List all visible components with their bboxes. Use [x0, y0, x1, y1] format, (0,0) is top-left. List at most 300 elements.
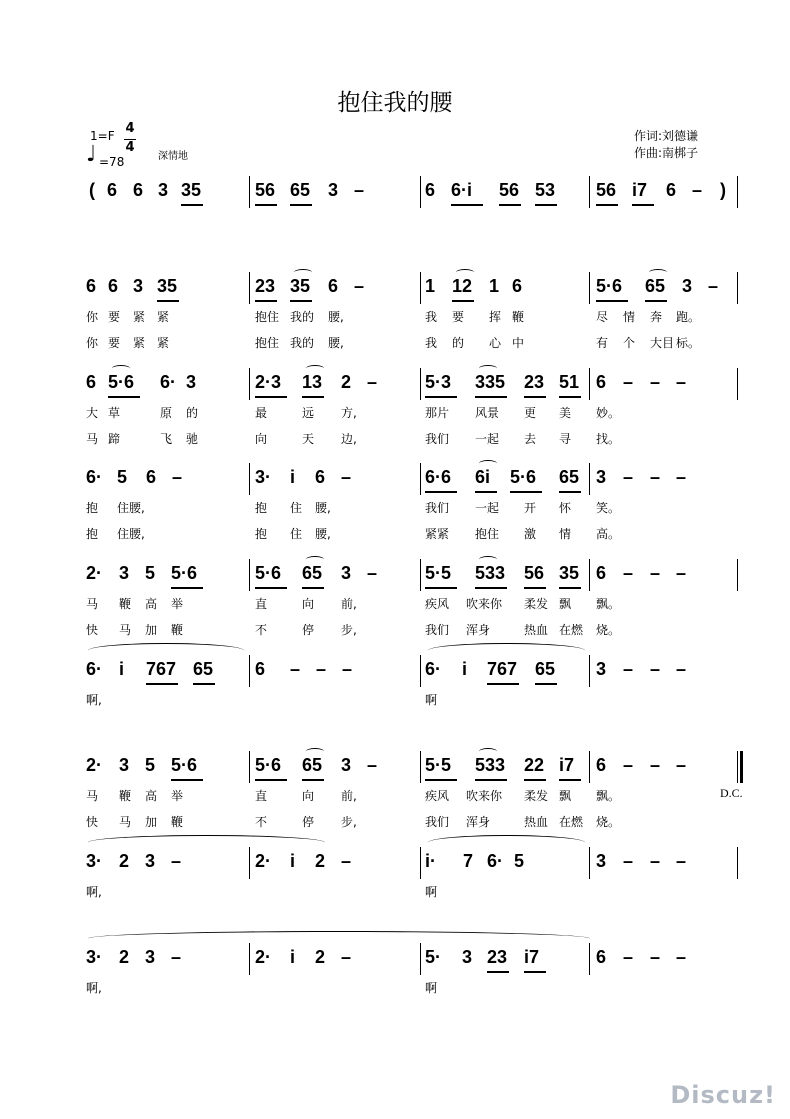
note: 5·	[425, 947, 442, 967]
note: 5·3	[425, 372, 452, 392]
note: 7	[463, 851, 474, 871]
lyric-syllable: 浑身	[466, 623, 491, 637]
lyric-syllable: 加	[145, 623, 158, 637]
beam	[559, 779, 581, 781]
lyrics-verse-1	[0, 883, 790, 899]
note: –	[367, 755, 378, 775]
lyric-syllable: 美	[559, 406, 572, 420]
quarter-note-icon: ♩	[86, 142, 97, 167]
lyric-syllable: 高。	[596, 527, 621, 541]
note: 6·	[487, 851, 504, 871]
note: 533	[475, 563, 506, 583]
lyric-syllable: 向	[302, 789, 315, 803]
beam	[255, 587, 287, 589]
note: –	[676, 372, 687, 392]
beam	[510, 491, 542, 493]
beam	[290, 204, 312, 206]
note-line	[0, 180, 790, 204]
barline	[420, 176, 421, 208]
barline	[420, 463, 421, 495]
slur	[479, 365, 497, 372]
note: 6	[255, 659, 266, 679]
lyric-syllable: 腰,	[328, 310, 344, 324]
beam	[596, 204, 618, 206]
barline	[589, 272, 590, 304]
note: 5	[117, 467, 128, 487]
note: –	[676, 563, 687, 583]
note-line	[0, 467, 790, 491]
barline	[249, 943, 250, 975]
lyric-syllable: 要	[108, 336, 121, 350]
lyric-syllable: 快	[86, 815, 99, 829]
note: 65	[302, 563, 323, 583]
lyric-syllable: 步,	[341, 623, 357, 637]
lyric-syllable: 紧紧	[425, 527, 450, 541]
lyric-syllable: 不	[255, 815, 268, 829]
lyric-syllable: 更	[524, 406, 537, 420]
note-line	[0, 372, 790, 396]
note: (	[89, 180, 95, 200]
beam	[302, 587, 324, 589]
lyric-syllable: 停	[302, 623, 315, 637]
lyric-syllable: 在燃	[559, 623, 584, 637]
lyric-syllable: 举	[171, 789, 184, 803]
note: 2	[315, 947, 326, 967]
note: 65	[302, 755, 323, 775]
note: 5·6	[171, 755, 198, 775]
lyric-syllable: 腰,	[315, 527, 331, 541]
note: 6·	[86, 467, 103, 487]
lyric-syllable: 住	[290, 527, 303, 541]
slur	[306, 365, 324, 372]
note: 6	[315, 467, 326, 487]
note: 6	[666, 180, 677, 200]
composer-credit: 作曲:南梆子	[634, 146, 699, 160]
lyric-syllable: 草	[108, 406, 121, 420]
note: 5·5	[425, 563, 452, 583]
lyric-syllable: 前,	[341, 597, 357, 611]
lyric-syllable: 我的	[290, 310, 315, 324]
phrase-slur	[88, 931, 590, 946]
note-line	[0, 276, 790, 300]
lyric-syllable: 飘。	[596, 789, 621, 803]
note: –	[692, 180, 703, 200]
lyric-syllable: 抱住	[255, 336, 280, 350]
beam	[425, 491, 457, 493]
note: –	[623, 947, 634, 967]
barline	[249, 368, 250, 400]
note: 23	[255, 276, 276, 296]
barline	[589, 943, 590, 975]
note: –	[342, 659, 353, 679]
key-signature: 1=F	[90, 129, 115, 143]
beam	[524, 587, 546, 589]
barline	[589, 847, 590, 879]
lyric-syllable: 找。	[596, 432, 621, 446]
beam	[487, 971, 509, 973]
lyric-syllable: 我	[425, 336, 438, 350]
note: 56	[499, 180, 520, 200]
note: 5	[514, 851, 525, 871]
note: 56	[255, 180, 276, 200]
lyric-syllable: 步,	[341, 815, 357, 829]
note: –	[623, 659, 634, 679]
lyric-syllable: 啊,	[86, 885, 102, 899]
barline	[249, 655, 250, 687]
note: –	[290, 659, 301, 679]
beam	[157, 300, 179, 302]
lyric-syllable: 妙。	[596, 406, 621, 420]
beam	[596, 300, 628, 302]
note: 3	[119, 563, 130, 583]
beam	[559, 396, 581, 398]
lyric-syllable: 住腰,	[117, 501, 145, 515]
lyric-syllable: 吹来你	[466, 597, 503, 611]
lyric-syllable: 高	[145, 789, 158, 803]
lyric-syllable: 紧	[133, 336, 146, 350]
lyric-syllable: 飘	[559, 789, 572, 803]
lyric-syllable: 紧	[133, 310, 146, 324]
note: 3	[341, 755, 352, 775]
note: –	[623, 467, 634, 487]
slur	[112, 365, 130, 372]
beam	[524, 779, 546, 781]
lyric-syllable: 抱住	[475, 527, 500, 541]
beam	[451, 204, 483, 206]
lyric-syllable: 烧。	[596, 623, 621, 637]
note: 6	[512, 276, 523, 296]
note: –	[676, 851, 687, 871]
note: )	[720, 180, 726, 200]
barline	[737, 368, 738, 400]
lyric-syllable: 抱	[255, 501, 268, 515]
note: –	[354, 276, 365, 296]
note: 35	[157, 276, 178, 296]
note: 23	[524, 372, 545, 392]
lyric-syllable: 向	[302, 597, 315, 611]
beam	[255, 204, 277, 206]
lyrics-verse-2	[0, 621, 790, 637]
note: 2·	[86, 755, 103, 775]
lyrics-verse-1	[0, 404, 790, 420]
lyric-syllable: 马	[119, 815, 132, 829]
lyric-syllable: 方,	[341, 406, 357, 420]
song-title: 抱住我的腰	[337, 90, 453, 116]
beam	[290, 300, 312, 302]
note: –	[367, 372, 378, 392]
note: 3	[682, 276, 693, 296]
beam	[255, 779, 287, 781]
note: –	[650, 659, 661, 679]
phrase-slur	[428, 643, 585, 658]
lyric-syllable: 抱住	[255, 310, 280, 324]
note: 2·	[255, 851, 272, 871]
note-line	[0, 659, 790, 683]
note: 22	[524, 755, 545, 775]
beam	[255, 396, 287, 398]
note: –	[367, 563, 378, 583]
lyric-syllable: 要	[452, 310, 465, 324]
final-barline	[740, 751, 743, 783]
note: –	[650, 851, 661, 871]
slur	[649, 269, 667, 276]
beam	[171, 587, 203, 589]
note-line	[0, 947, 790, 971]
note: i	[462, 659, 468, 679]
lyric-syllable: 挥	[489, 310, 502, 324]
beam	[425, 587, 457, 589]
beam	[302, 779, 324, 781]
lyric-syllable: 在燃	[559, 815, 584, 829]
lyric-syllable: 抱	[255, 527, 268, 541]
note: –	[316, 659, 327, 679]
note: 3	[133, 276, 144, 296]
beam	[193, 683, 215, 685]
lyric-syllable: 飘	[559, 597, 572, 611]
note: 6i	[475, 467, 491, 487]
barline	[420, 272, 421, 304]
note-line	[0, 563, 790, 587]
note: 65	[535, 659, 556, 679]
lyric-syllable: 你	[86, 336, 99, 350]
lyric-syllable: 热血	[524, 815, 549, 829]
note: 3	[596, 467, 607, 487]
barline	[737, 559, 738, 591]
note: 2	[315, 851, 326, 871]
beam	[535, 683, 557, 685]
lyric-syllable: 的	[452, 336, 465, 350]
note: 3	[158, 180, 169, 200]
note: 6·	[86, 659, 103, 679]
lyric-syllable: 加	[145, 815, 158, 829]
lyric-syllable: 飞	[160, 432, 173, 446]
barline	[249, 751, 250, 783]
lyric-syllable: 我的	[290, 336, 315, 350]
note: 6	[596, 372, 607, 392]
note: 56	[596, 180, 617, 200]
note: 3	[119, 755, 130, 775]
lyric-syllable: 我们	[425, 501, 450, 515]
lyric-syllable: 热血	[524, 623, 549, 637]
note: –	[650, 755, 661, 775]
note: 6	[86, 276, 97, 296]
note: 3·	[86, 851, 103, 871]
slur	[306, 748, 324, 755]
barline	[249, 559, 250, 591]
lyric-syllable: 向	[255, 432, 268, 446]
note: 2	[119, 947, 130, 967]
lyric-syllable: 鞭	[512, 310, 525, 324]
note: 3·	[255, 467, 272, 487]
lyric-syllable: 鞭	[171, 815, 184, 829]
lyric-syllable: 我	[425, 310, 438, 324]
lyric-syllable: 高	[145, 597, 158, 611]
beam	[475, 396, 507, 398]
lyrics-verse-2	[0, 525, 790, 541]
lyric-syllable: 我们	[425, 623, 450, 637]
barline	[737, 847, 738, 879]
lyric-syllable: 住	[290, 501, 303, 515]
note: 23	[487, 947, 508, 967]
slur	[479, 460, 497, 467]
lyric-syllable: 快	[86, 623, 99, 637]
note: 6	[133, 180, 144, 200]
lyrics-verse-1	[0, 979, 790, 995]
note: 1	[489, 276, 500, 296]
note: –	[650, 372, 661, 392]
beam	[559, 587, 581, 589]
lyric-syllable: 开	[524, 501, 537, 515]
lyrics-verse-2	[0, 334, 790, 350]
barline	[589, 463, 590, 495]
lyric-syllable: 马	[86, 597, 99, 611]
slur	[479, 748, 497, 755]
lyric-syllable: 抱	[86, 501, 99, 515]
lyric-syllable: 浑身	[466, 815, 491, 829]
note: 65	[559, 467, 580, 487]
note: –	[623, 372, 634, 392]
barline	[420, 559, 421, 591]
note: –	[172, 467, 183, 487]
note: 65	[290, 180, 311, 200]
note: 3	[145, 851, 156, 871]
lyrics-verse-1	[0, 595, 790, 611]
lyric-syllable: 啊	[425, 981, 438, 995]
beam	[475, 587, 507, 589]
note: 6	[108, 276, 119, 296]
barline	[420, 655, 421, 687]
note: 2	[119, 851, 130, 871]
note: 13	[302, 372, 323, 392]
lyric-syllable: 啊,	[86, 693, 102, 707]
note: i	[290, 851, 296, 871]
beam	[425, 396, 457, 398]
note: 767	[487, 659, 518, 679]
note: 6	[425, 180, 436, 200]
lyric-syllable: 蹄	[108, 432, 121, 446]
note: 6·	[425, 659, 442, 679]
barline	[589, 368, 590, 400]
note: 6	[328, 276, 339, 296]
note: –	[650, 947, 661, 967]
lyric-syllable: 不	[255, 623, 268, 637]
note: 3	[145, 947, 156, 967]
lyric-syllable: 抱	[86, 527, 99, 541]
note: i	[290, 947, 296, 967]
note: 6·6	[425, 467, 452, 487]
barline	[420, 847, 421, 879]
beam	[475, 491, 497, 493]
barline	[737, 272, 738, 304]
note: i	[119, 659, 125, 679]
note: 5·6	[255, 755, 282, 775]
phrase-slur	[428, 835, 585, 850]
note: i7	[524, 947, 540, 967]
lyric-syllable: 奔	[650, 310, 663, 324]
lyrics-verse-2	[0, 813, 790, 829]
note: –	[354, 180, 365, 200]
note: –	[623, 563, 634, 583]
beam	[171, 779, 203, 781]
note: i	[290, 467, 296, 487]
lyric-syllable: 情	[623, 310, 636, 324]
note: 12	[452, 276, 473, 296]
lyric-syllable: 鞭	[171, 623, 184, 637]
lyric-syllable: 疾风	[425, 789, 450, 803]
lyric-syllable: 你	[86, 310, 99, 324]
lyric-syllable: 笑。	[596, 501, 621, 515]
note: –	[650, 563, 661, 583]
barline	[249, 176, 250, 208]
lyric-syllable: 停	[302, 815, 315, 829]
lyric-syllable: 我们	[425, 815, 450, 829]
beam	[487, 683, 519, 685]
note: 35	[181, 180, 202, 200]
phrase-slur	[88, 643, 244, 658]
lyrics-verse-1	[0, 308, 790, 324]
expression-marking: 深情地	[158, 151, 188, 162]
note: 533	[475, 755, 506, 775]
lyric-syllable: 心	[489, 336, 502, 350]
lyric-syllable: 举	[171, 597, 184, 611]
barline	[589, 559, 590, 591]
note: i7	[632, 180, 648, 200]
barline	[420, 368, 421, 400]
note: 3	[596, 659, 607, 679]
note: –	[341, 947, 352, 967]
lyric-syllable: 大	[86, 406, 99, 420]
lyric-syllable: 最	[255, 406, 268, 420]
beam	[645, 300, 667, 302]
note: –	[708, 276, 719, 296]
slur	[479, 556, 497, 563]
lyric-syllable: 啊	[425, 693, 438, 707]
lyric-syllable: 前,	[341, 789, 357, 803]
note: –	[341, 851, 352, 871]
time-signature-bottom: 4	[125, 140, 135, 155]
beam	[475, 779, 507, 781]
beam	[255, 300, 277, 302]
lyric-syllable: 有	[596, 336, 609, 350]
barline	[249, 847, 250, 879]
lyric-syllable: 鞭	[119, 789, 132, 803]
note: –	[676, 755, 687, 775]
beam	[452, 300, 474, 302]
lyric-syllable: 柔发	[524, 597, 549, 611]
note: 3	[328, 180, 339, 200]
note: 65	[645, 276, 666, 296]
lyric-syllable: 马	[86, 789, 99, 803]
lyric-syllable: 天	[302, 432, 315, 446]
note: 6	[86, 372, 97, 392]
lyricist-credit: 作词:刘德谦	[634, 129, 699, 143]
beam	[524, 971, 546, 973]
lyric-syllable: 尽	[596, 310, 609, 324]
note: 5·6	[510, 467, 537, 487]
note: 5·6	[255, 563, 282, 583]
note: –	[341, 467, 352, 487]
note: 6	[596, 563, 607, 583]
lyric-syllable: 住腰,	[117, 527, 145, 541]
slur	[294, 269, 312, 276]
time-signature-top: 4	[125, 121, 135, 136]
note: 3	[186, 372, 197, 392]
lyric-syllable: 边,	[341, 432, 357, 446]
note: 2·3	[255, 372, 282, 392]
beam	[559, 491, 581, 493]
note: 2·	[255, 947, 272, 967]
lyric-syllable: 驰	[186, 432, 199, 446]
